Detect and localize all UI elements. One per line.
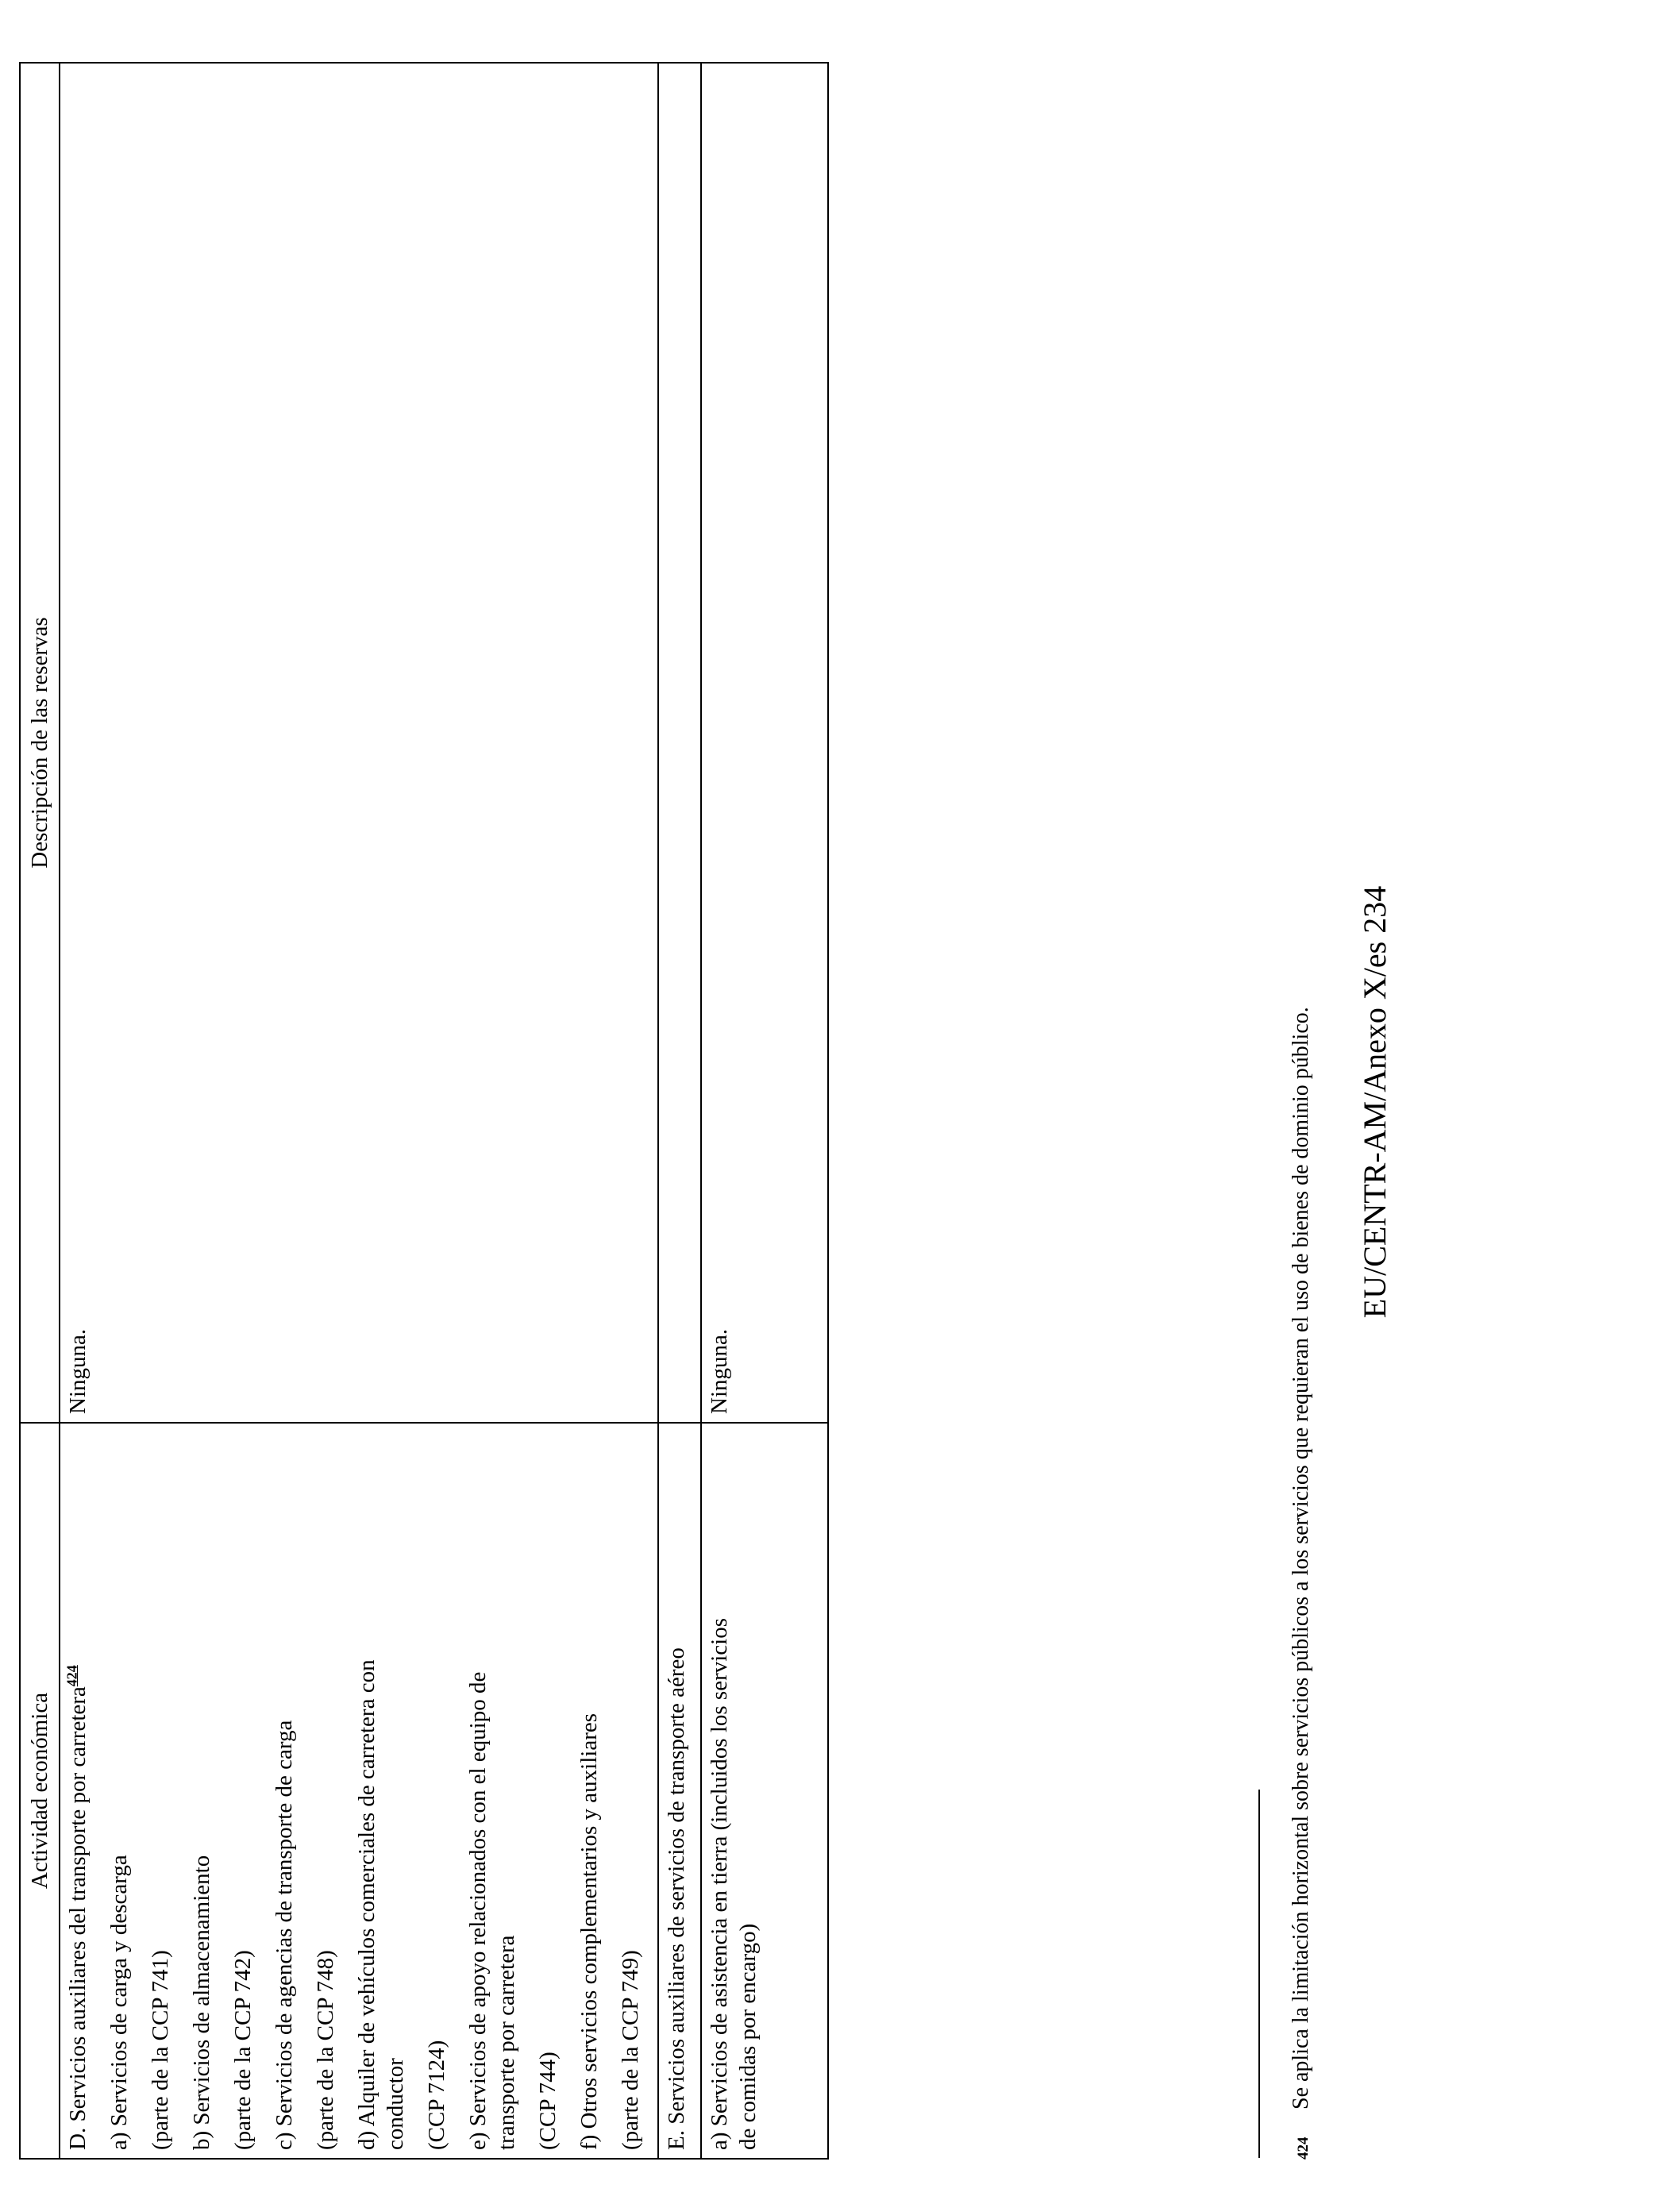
activity-cell-ground-handling xyxy=(701,1423,828,2159)
item-b-line-2: (parte de la CCP 742) xyxy=(230,1950,256,2150)
footnote-number: 424 xyxy=(1295,2137,1312,2160)
description-cell-ground-handling: Ninguna. xyxy=(701,63,828,1423)
item-b-line-1: b) Servicios de almacenamiento xyxy=(189,1855,214,2150)
item-c-line-1: c) Servicios de agencias de transporte de carga xyxy=(272,1720,297,2150)
table-row-ground-handling xyxy=(701,63,828,2159)
item-d-line-3: (CCP 7124) xyxy=(424,2040,449,2150)
page-reference: EU/CENTR-AM/Anexo X/es 234 xyxy=(1357,885,1393,1319)
header-activity: Actividad económica xyxy=(20,1423,60,2159)
footnote-text: Se aplica la limitación horizontal sobre servicios públicos a los servicios que requieran el uso de bienes de dominio público. xyxy=(1289,1007,1313,2110)
description-cell-section-e xyxy=(658,63,701,1423)
table-row-section-d xyxy=(60,63,658,2159)
header-description: Descripción de las reservas xyxy=(20,63,60,1423)
item-f-line-1: f) Otros servicios complementarios y auxiliares xyxy=(576,1713,602,2150)
item-d-line-2: conductor xyxy=(383,2058,408,2150)
item-d-line-1: d) Alquiler de vehículos comerciales de carretera con xyxy=(354,1659,380,2150)
ground-handling-line-2: de comidas por encargo) xyxy=(735,1923,761,2150)
table-header-row xyxy=(20,63,60,2159)
item-a-line-2: (parte de la CCP 741) xyxy=(148,1950,173,2150)
item-e-line-3: (CCP 744) xyxy=(535,2052,561,2150)
activity-cell-section-e: E. Servicios auxiliares de servicios de transporte aéreo xyxy=(658,1423,701,2159)
item-a-line-1: a) Servicios de carga y descarga xyxy=(106,1855,132,2150)
item-c-line-2: (parte de la CCP 748) xyxy=(313,1950,338,2150)
footnote-separator xyxy=(1258,1790,1260,2158)
item-e-line-2: transporte por carretera xyxy=(494,1935,519,2150)
activity-cell-section-d xyxy=(60,1423,658,2159)
section-d-title: D. Servicios auxiliares del transporte por carretera$^{424}$ xyxy=(64,1665,91,2150)
footnote xyxy=(1288,95,1317,2160)
table-row-section-e xyxy=(658,63,701,2159)
item-e-line-1: e) Servicios de apoyo relacionados con el equipo de xyxy=(465,1671,491,2150)
footnote-reference[interactable]: 424 xyxy=(64,1665,80,1687)
description-cell-section-d: Ninguna. xyxy=(60,63,658,1423)
reservations-table xyxy=(19,62,829,2160)
ground-handling-line-1: a) Servicios de asistencia en tierra (incluidos los servicios xyxy=(707,1617,732,2150)
item-f-line-2: (parte de la CCP 749) xyxy=(618,1950,643,2150)
